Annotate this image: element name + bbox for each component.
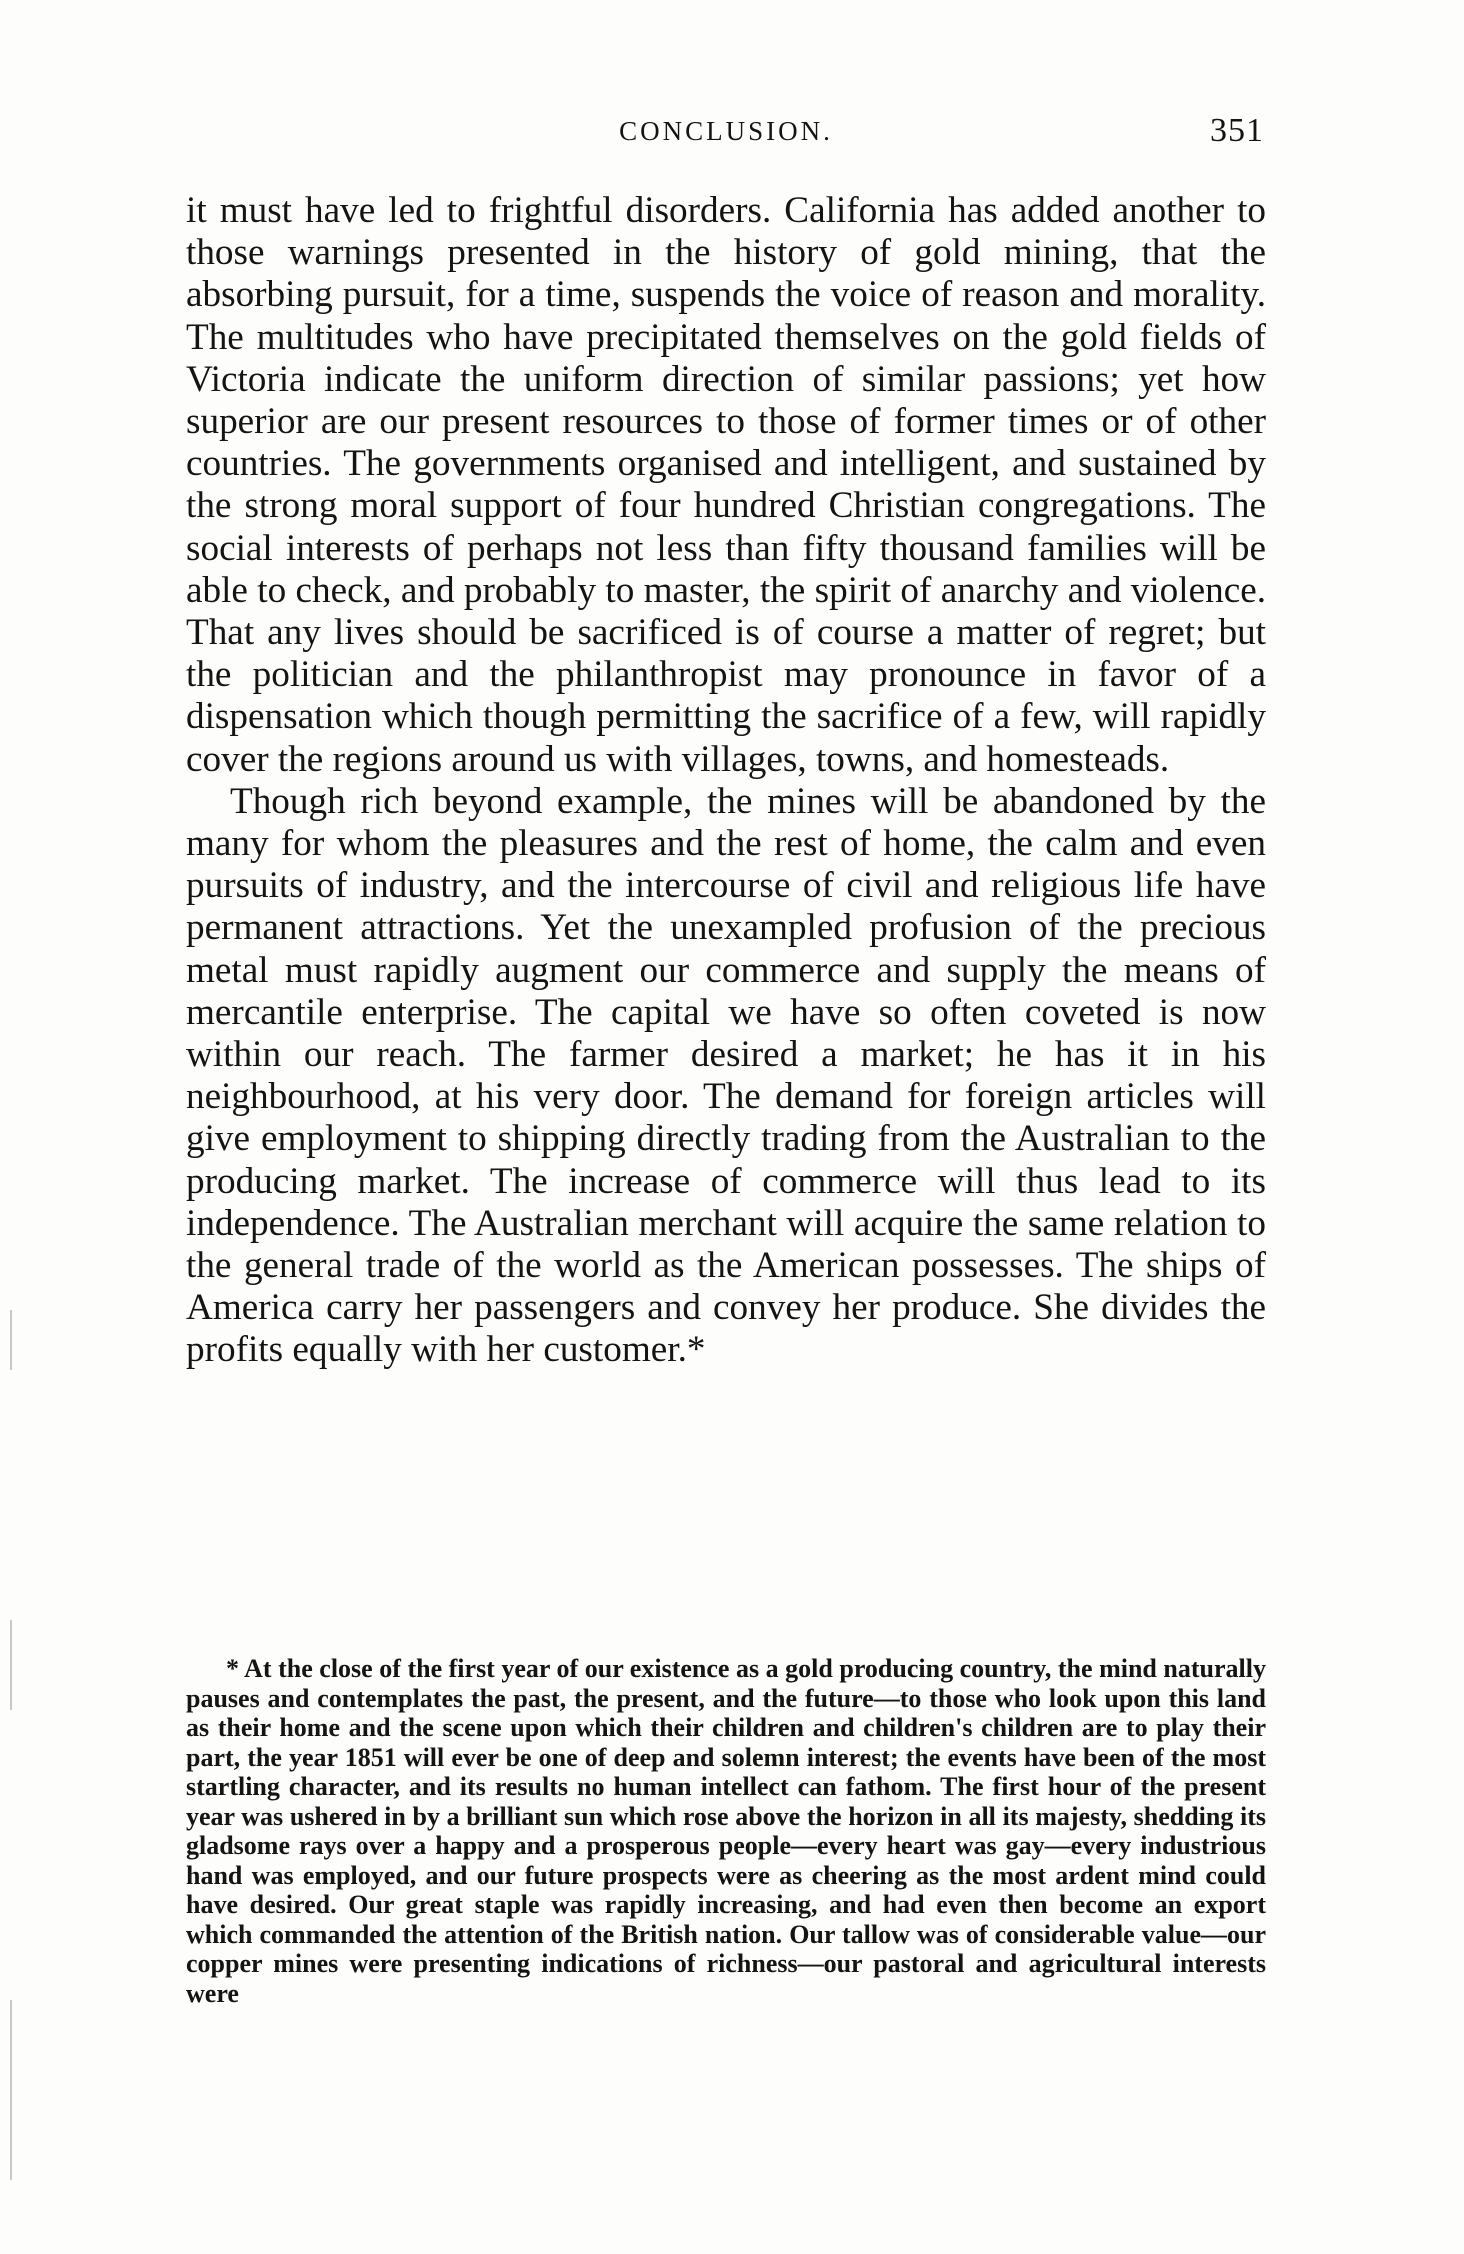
running-title: CONCLUSION. — [619, 116, 833, 146]
paragraph: Though rich beyond example, the mines will be abandoned by the many for whom the pleasures and the rest of home, the calm and even pursuits of industry, and the intercourse of civil and religious life have permanent attractions. Yet the unexampled profusion of the precious metal must rapidly augment our commerce and supply the means of mercantile enterprise. The capital we have so often coveted is now within our reach. The farmer desired a market; he has it in his neighbourhood, at his very door. The demand for foreign articles will give employment to shipping directly trading from the Australian to the producing market. The increase of commerce will thus lead to its independence. The Australian merchant will acquire the same relation to the general trade of the world as the American possesses. The ships of America carry her passengers and convey her produce. She divides the profits equally with her customer.* — [186, 780, 1266, 1371]
margin-mark — [10, 1310, 12, 1370]
paragraph: it must have led to frightful disorders. California has added another to those warnings presented in the history of gold mining, that the absorbing pursuit, for a time, suspends the voice of reason and morality. The multitudes who have precipitated themselves on the gold fields of Victoria indicate the uniform direction of similar passions; yet how superior are our present resources to those of former times or of other countries. The governments organised and intelligent, and sustained by the strong moral support of four hundred Christian congregations. The social interests of perhaps not less than fifty thousand families will be able to check, and probably to master, the spirit of anarchy and violence. That any lives should be sacrificed is of course a matter of regret; but the politician and the philanthropist may pronounce in favor of a dispensation which though permitting the sacrifice of a few, will rapidly cover the regions around us with villages, towns, and homesteads. — [186, 190, 1266, 780]
body-text — [186, 190, 1266, 1372]
footnote-text: * At the close of the first year of our existence as a gold producing country, the mind naturally pauses and contemplates the past, the present, and the future—to those who look upon this land as their home and the scene upon which their children and children's children are to play their part, the year 1851 will ever be one of deep and solemn interest; the events have been of the most startling character, and its results no human intellect can fathom. The first hour of the present year was ushered in by a brilliant sun which rose above the horizon in all its majesty, shedding its gladsome rays over a happy and a prosperous people—every heart was gay—every industrious hand was employed, and our future prospects were as cheering as the most ardent mind could have desired. Our great staple was rapidly increasing, and had even then become an export which commanded the attention of the British nation. Our tallow was of considerable value—our copper mines were presenting indications of richness—our pastoral and agricultural interests were — [186, 1654, 1266, 2008]
footnote — [186, 1654, 1266, 2008]
running-head — [186, 112, 1266, 152]
margin-mark — [10, 1620, 12, 1710]
page-number: 351 — [1210, 112, 1264, 149]
margin-mark — [10, 2000, 12, 2180]
